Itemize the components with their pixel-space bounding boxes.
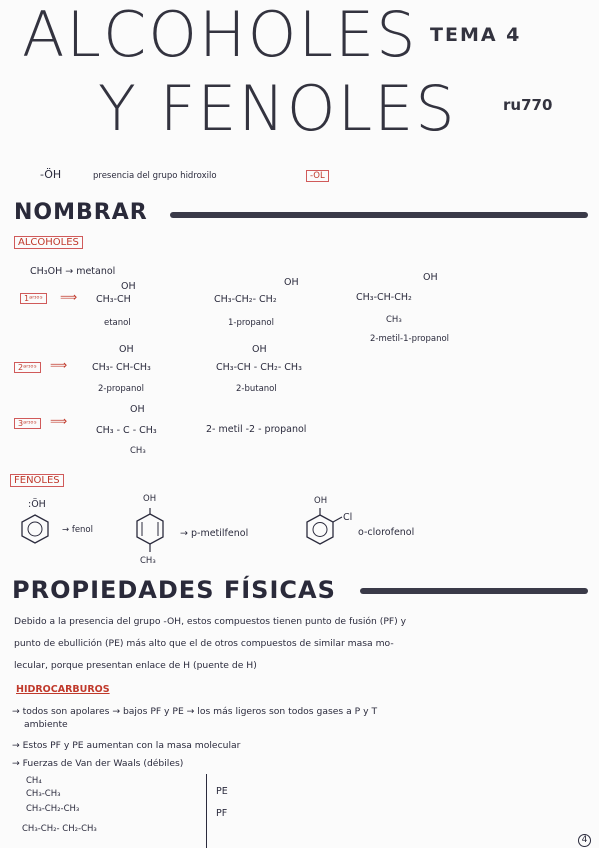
methylpropanol-ch3: CH₃ <box>386 315 402 325</box>
methanol-formula: CH₃OH → metanol <box>30 266 116 277</box>
ethanol-formula: CH₃-CH <box>96 294 131 305</box>
hydrocarbon-list-item: CH₃-CH₃ <box>26 789 61 799</box>
intro-text: presencia del grupo hidroxilo <box>93 171 217 181</box>
title-line-1: ALCOHOLES <box>22 0 418 71</box>
propanol-oh: OH <box>284 277 299 288</box>
primary-badge: 1ᵃʳᶦᵒˢ <box>20 293 47 304</box>
paragraph-line-3: lecular, porque presentan enlace de H (puente de H) <box>14 660 257 671</box>
tema-label: TEMA 4 <box>430 24 522 46</box>
butanol-formula: CH₃-CH - CH₂- CH₃ <box>216 362 302 373</box>
ocloro-name: o-clorofenol <box>358 527 415 538</box>
fenol-ring <box>20 513 50 545</box>
hidrocarburos-label: HIDROCARBUROS <box>16 684 110 695</box>
pmetil-ring <box>134 508 166 554</box>
tertiary-ch3: CH₃ <box>130 446 146 456</box>
secondary-badge: 2ᵃʳᶦᵒˢ <box>14 362 41 373</box>
methylpropanol-name: 2-metil-1-propanol <box>370 334 450 344</box>
secondary-arrow: ⟹ <box>50 358 68 372</box>
pmetil-ch3: CH₃ <box>140 556 156 566</box>
ethanol-oh: OH <box>121 281 136 292</box>
primary-arrow: ⟹ <box>60 290 78 304</box>
tertiary-badge: 3ᵃʳᶦᵒˢ <box>14 418 41 429</box>
fenoles-label: FENOLES <box>10 474 64 487</box>
propanol2-name: 2-propanol <box>98 384 144 394</box>
paragraph-line-1: Debido a la presencia del grupo -OH, estos compuestos tienen punto de fusión (PF) y <box>14 616 407 627</box>
bullet-2: → Estos PF y PE aumentan con la masa molecular <box>12 740 241 751</box>
ocloro-ring <box>306 508 346 548</box>
page-number: 4 <box>578 834 591 847</box>
ocloro-cl: Cl <box>343 512 353 523</box>
fenol-name: → fenol <box>62 525 93 535</box>
propanol2-oh: OH <box>119 344 134 355</box>
ol-box: -OL <box>306 170 329 182</box>
nombrar-heading: NOMBRAR <box>14 200 148 225</box>
methylpropanol-formula: CH₃-CH-CH₂ <box>356 292 412 303</box>
hydrocarbon-list-item: CH₄ <box>26 776 42 786</box>
hydrocarbon-list-item: CH₃-CH₂- CH₂-CH₃ <box>22 824 97 834</box>
tertiary-name: 2- metil -2 - propanol <box>206 424 307 435</box>
pmetil-oh: OH <box>143 494 157 504</box>
title-line-2: Y FENOLES <box>98 72 457 145</box>
tertiary-oh: OH <box>130 404 145 415</box>
paragraph-line-2: punto de ebullición (PE) más alto que el de otros compuestos de similar masa mo- <box>14 638 394 649</box>
propanol-name: 1-propanol <box>228 318 274 328</box>
methylpropanol-oh: OH <box>423 272 438 283</box>
propanol2-formula: CH₃- CH-CH₃ <box>92 362 151 373</box>
bullet-1-line-1: → todos son apolares → bajos PF y PE → los más ligeros son todos gases a P y T <box>12 706 378 717</box>
tertiary-arrow: ⟹ <box>50 414 68 428</box>
fenol-oh: :ÖH <box>28 499 46 510</box>
nombrar-underline <box>170 212 588 218</box>
bullet-1-line-2: ambiente <box>24 719 68 730</box>
pe-label: PE <box>216 786 228 797</box>
propiedades-underline <box>360 588 588 594</box>
pmetil-name: → p-metilfenol <box>180 528 249 539</box>
butanol-oh: OH <box>252 344 267 355</box>
propiedades-heading: PROPIEDADES FÍSICAS <box>12 576 336 604</box>
bullet-3: → Fuerzas de Van der Waals (débiles) <box>12 758 184 769</box>
alcoholes-label: ALCOHOLES <box>14 236 83 249</box>
butanol-name: 2-butanol <box>236 384 277 394</box>
hydroxyl-symbol: -ÖH <box>40 168 62 181</box>
increase-bracket-line <box>206 774 207 848</box>
ocloro-oh: OH <box>314 496 328 506</box>
hydrocarbon-list-item: CH₃-CH₂-CH₃ <box>26 804 80 814</box>
author-label: ru770 <box>503 96 553 114</box>
pf-label: PF <box>216 808 228 819</box>
ethanol-name: etanol <box>104 318 131 328</box>
tertiary-formula: CH₃ - C - CH₃ <box>96 425 157 436</box>
propanol-formula: CH₃-CH₂- CH₂ <box>214 294 277 305</box>
